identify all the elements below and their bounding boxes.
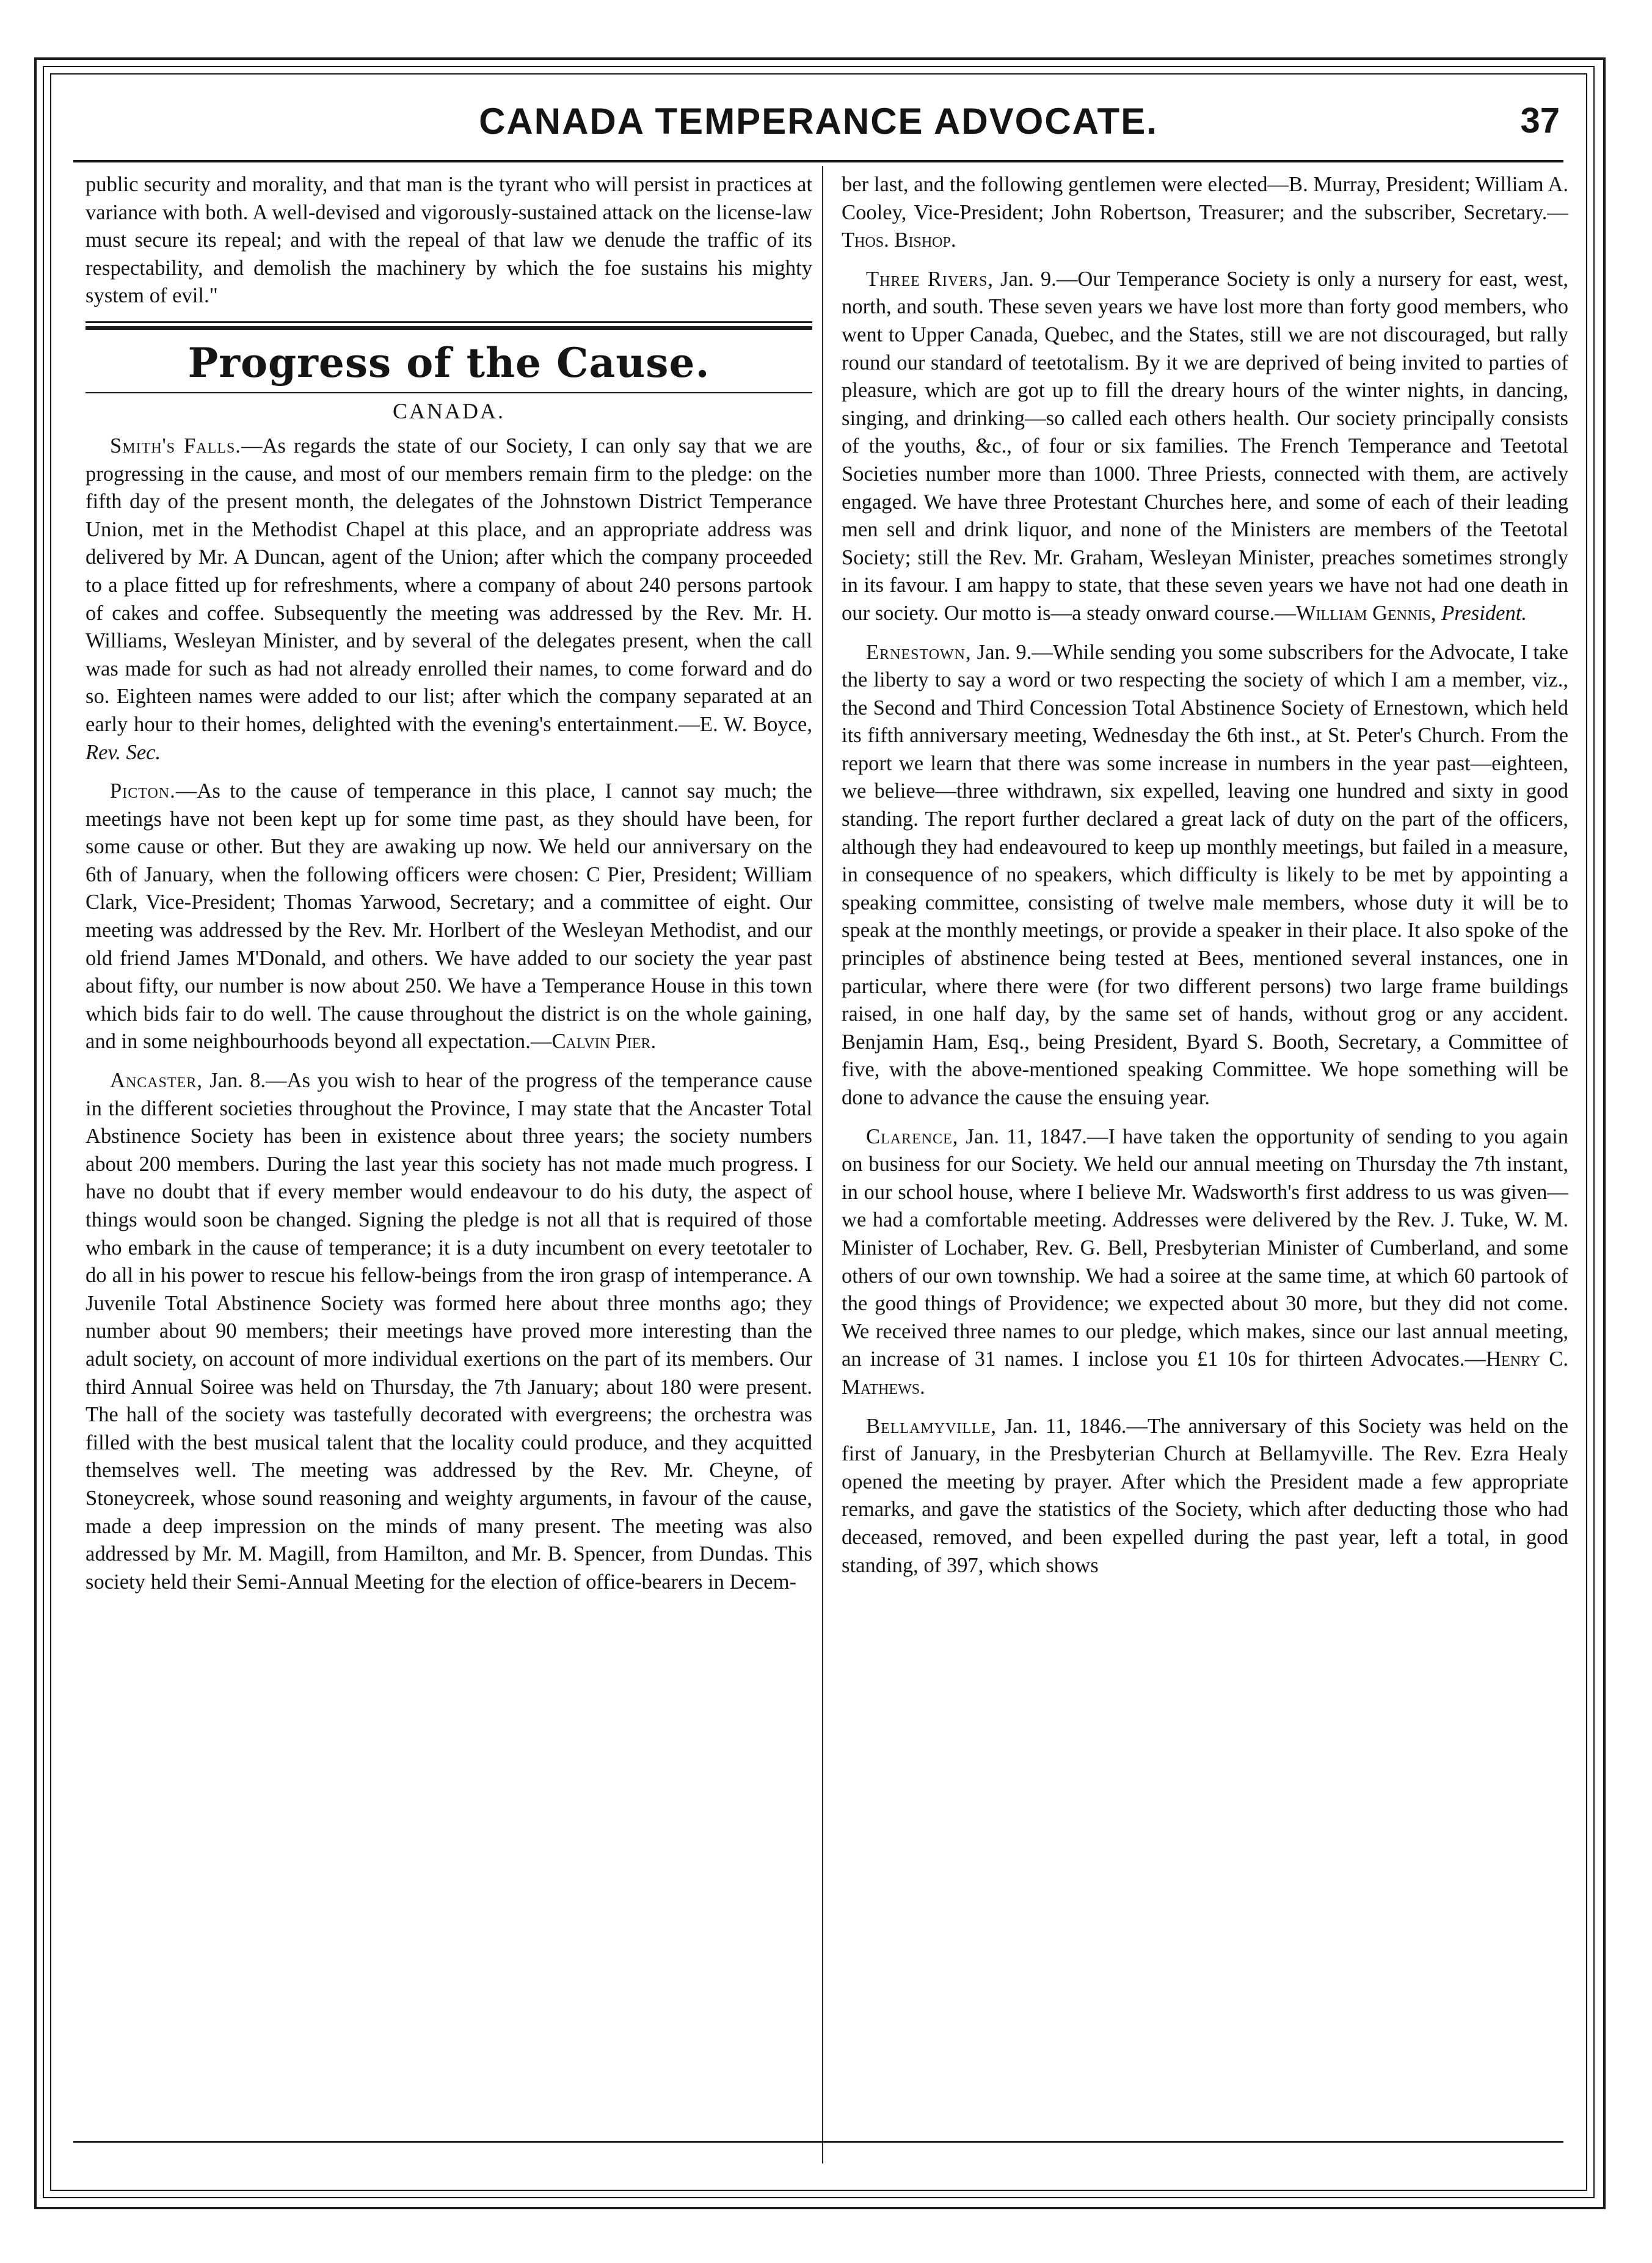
report-ernestown: [842, 639, 1568, 1112]
publication-title: CANADA TEMPERANCE ADVOCATE.: [479, 101, 1158, 142]
place-name: Bellamyville,: [866, 1414, 997, 1438]
report-signature: Henry C. Mathews.: [842, 1347, 1568, 1399]
page-number: 37: [1520, 101, 1560, 140]
report-picton: [86, 778, 812, 1056]
report-smiths-falls: [86, 432, 812, 767]
report-text: Jan. 8.—As you wish to hear of the progress of the temperance cause in the different societies throughout the Province, I may state that the Ancaster Total Abstinence Society has been in existence about three years; the society numbers about 200 members. During the last year this society has not made much progress. I have no doubt that if every member would endeavour to do his duty, the aspect of things would soon be changed. Signing the pledge is not all that is required of those who embark in the cause of temperance; it is a duty incumbent on every teetotaler to do all in his power to rescue his fellow-beings from the iron grasp of intemperance. A Juvenile Total Abstinence Society was formed here about three months ago; they number about 90 members; their meetings have proved more interesting than the adult society, on account of more individual exertions on the part of its members. Our third Annual Soiree was held on Thursday, the 7th January; about 180 were present. The hall of the society was tastefully decorated with evergreens; the orchestra was filled with the best musical talent that the locality could produce, and they acquitted themselves well. The meeting was addressed by the Rev. Mr. Cheyne, of Stoneycreek, whose sound reasoning and weighty arguments, in favour of the cause, made a deep impression on the minds of many present. The meeting was also addressed by Mr. M. Magill, from Hamilton, and Mr. B. Spencer, from Dundas. This society held their Semi-Annual Meeting for the election of office-bearers in Decem-: [86, 1069, 812, 1594]
right-column: [842, 171, 1568, 1591]
intro-paragraph: public security and morality, and that man is the tyrant who will persist in practices at variance with both. A well-devised and vigorously-sustained attack on the license-law must secure its repeal; and with the repeal of that law we denude the traffic of its respectability, and demolish the machinery by which the foe sustains his mighty system of evil.": [86, 173, 812, 308]
section-title: Progress of the Cause.: [187, 338, 710, 387]
place-name: Ancaster,: [110, 1069, 203, 1093]
report-text: Jan. 9.—While sending you some subscribers for the Advocate, I take the liberty to say a word or two respecting the society of which I am a member, viz., the Second and Third Concession Total Abstinence Society of Ernestown, which held its fifth anniversary meeting, Wednesday the 6th inst., at St. Peter's Church. From the report we learn that there was some increase in numbers in the year past—eighteen, we believe—three withdrawn, six expelled, leaving one hundred and sixty in good standing. The report further declared a great lack of duty on the part of the officers, although they had endeavoured to keep up monthly meetings, but failed in a measure, in consequence of no speakers, which difficulty is likely to be met by appointing a speaking committee, consisting of twelve male members, whose duty it will be to speak at the monthly meetings, or provide a speaker in their place. It also spoke of the principles of abstinence being tested at Bees, mentioned several instances, one in particular, where there were (for two different persons) two large frame buildings raised, in one half day, by the same set of hands, without grog or any accident. Benjamin Ham, Esq., being President, Byard S. Booth, Secretary, a Committee of five, with the above-mentioned speaking Committee. We hope something will be done to advance the cause the ensuing year.: [842, 640, 1568, 1109]
report-clarence: [842, 1123, 1568, 1402]
report-ancaster-continued: [842, 171, 1568, 255]
left-column: [86, 171, 812, 1607]
running-header: [73, 92, 1563, 153]
place-name: Ernestown,: [866, 640, 972, 664]
report-three-rivers: [842, 266, 1568, 628]
report-signature: Calvin Pier.: [551, 1030, 657, 1054]
section-subrule: [86, 392, 812, 393]
report-signature: William Gennis,: [1295, 601, 1436, 625]
report-text: Jan. 11, 1847.—I have taken the opportunity of sending to you again on business for our Society. We held our annual meeting on Thursday the 7th instant, in our school house, where I believe Mr. Wadsworth's first address to us was given—we had a comfortable meeting. Addresses were delivered by the Rev. J. Tuke, W. M. Minister of Lochaber, Rev. G. Bell, Presbyterian Minister of Cumberland, and some others of our own township. We had a soiree at the same time, at which 60 partook of the good things of Providence; we expected about 30 more, but they did not come. We received three names to our pledge, which makes, since our last annual meeting, an increase of 31 names. I inclose you £1 10s for thirteen Advocates.—: [842, 1124, 1568, 1371]
section-subheading: CANADA.: [392, 398, 505, 423]
column-divider: [822, 166, 823, 2163]
place-name: Clarence,: [866, 1124, 959, 1148]
place-name: Three Rivers,: [866, 267, 994, 291]
report-ancaster: [86, 1067, 812, 1596]
bottom-rule: [73, 2141, 1563, 2143]
report-signature: Rev. Sec.: [86, 740, 161, 764]
report-signature: Thos. Bishop.: [842, 228, 956, 252]
report-signature-title: President.: [1441, 601, 1527, 625]
report-text: Jan. 11, 1846.—The anniversary of this Society was held on the first of January, in the Presbyterian Church at Bellamyville. The Rev. Ezra Healy opened the meeting by prayer. After which the President made a few appropriate remarks, and gave the statistics of the Society, which after deducting those who had deceased, removed, and been expelled during the past year, left a total, in good standing, of 397, which shows: [842, 1414, 1568, 1577]
header-rule: [73, 160, 1563, 162]
place-name: Smith's Falls.: [110, 434, 241, 457]
report-text: Jan. 9.—Our Temperance Society is only a nursery for east, west, north, and south. These seven years we have lost more than forty good members, who went to Upper Canada, Quebec, and the States, still we are not discouraged, but rally round our standard of teetotalism. By it we are deprived of being invited to parties of pleasure, which are got up to fill the dreary hours of the winter nights, in dancing, singing, and drinking—so called each others health. Our society principally consists of the youths, &c., of four or six families. The French Temperance and Teetotal Societies number more than 1000. Three Priests, connected with them, are actively engaged. We have three Protestant Churches here, and some of each of their leading men sell and drink liquor, and none of the Ministers are members of the Teetotal Society; still the Rev. Mr. Graham, Wesleyan Minister, preaches sometimes strongly in its favour. I am happy to state, that these seven years we have not had one death in our society. Our motto is—a steady onward course.—: [842, 267, 1568, 625]
place-name: Picton.: [110, 779, 176, 803]
report-text: —As regards the state of our Society, I can only say that we are progressing in the cause, and most of our members remain firm to the pledge: on the fifth day of the present month, the delegates of the Johnstown District Temperance Union, met in the Methodist Chapel at this place, and an appropriate address was delivered by Mr. A Duncan, agent of the Union; after which the company proceeded to a place fitted up for refreshments, where a company of about 240 persons partook of cakes and coffee. Subsequently the meeting was addressed by the Rev. Mr. H. Williams, Wesleyan Minister, and by several of the delegates present, when the call was made for such as had not already enrolled their names, to come forward and do so. Eighteen names were added to our list; after which the company separated at an early hour to their homes, delighted with the evening's entertainment.—E. W. Boyce,: [86, 434, 812, 736]
report-text: —As to the cause of temperance in this place, I cannot say much; the meetings have not been kept up for some time past, as they should have been, for some cause or other. But they are awaking up now. We held our anniversary on the 6th of January, when the following officers were chosen: C Pier, President; William Clark, Vice-President; Thomas Yarwood, Secretary; and a committee of eight. Our meeting was addressed by the Rev. Mr. Horlbert of the Wesleyan Methodist, and our old friend James M'Donald, and others. We have added to our society the year past about fifty, our number is now about 250. We have a Temperance House in this town which bids fair to do well. The cause throughout the district is on the whole gaining, and in some neighbourhoods beyond all expectation.—: [86, 779, 812, 1054]
report-bellamyville: [842, 1413, 1568, 1580]
report-text: ber last, and the following gentlemen were elected—B. Murray, President; William A. Cooley, Vice-President; John Robertson, Treasurer; and the subscriber, Secretary.—: [842, 173, 1568, 224]
section-rule: [86, 321, 812, 330]
